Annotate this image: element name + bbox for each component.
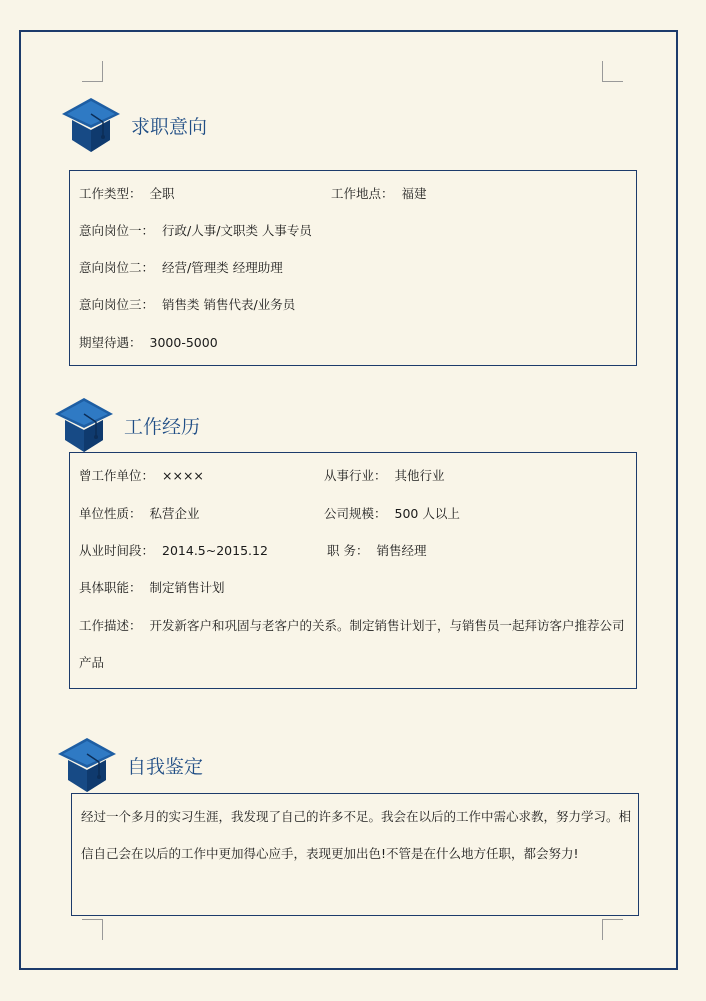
duty-value: 销售经理 (376, 543, 427, 558)
duty-label: 职 务： (327, 543, 369, 558)
crop-mark-top-right (602, 61, 623, 82)
job-type-label: 工作类型： (79, 186, 142, 201)
position1-row (79, 225, 312, 238)
location-label: 工作地点： (331, 186, 394, 201)
industry-value: 其他行业 (394, 468, 445, 483)
position2-value: 经营/管理类 经理助理 (162, 260, 283, 275)
job-type-row (79, 188, 175, 201)
scale-row (324, 508, 460, 521)
industry-label: 从事行业： (324, 468, 387, 483)
position3-value: 销售类 销售代表/业务员 (162, 297, 296, 312)
section-title-self: 自我鉴定 (127, 755, 204, 778)
company-value: ×××× (162, 468, 204, 483)
section-title-intent: 求职意向 (131, 115, 208, 138)
job-type-value: 全职 (149, 186, 175, 201)
position3-label: 意向岗位三： (79, 297, 155, 312)
position3-row (79, 299, 295, 312)
company-row (79, 470, 204, 483)
function-row (79, 582, 225, 595)
position2-label: 意向岗位二： (79, 260, 155, 275)
position1-label: 意向岗位一： (79, 223, 155, 238)
desc-paragraph (79, 607, 630, 681)
scale-value: 500 人以上 (394, 506, 460, 521)
period-label: 从业时间段： (79, 543, 155, 558)
graduation-cap-icon (61, 96, 121, 154)
salary-row (79, 337, 218, 350)
section-title-experience: 工作经历 (124, 415, 201, 438)
salary-value: 3000-5000 (149, 335, 218, 350)
self-box (71, 793, 639, 916)
crop-mark-top-left (82, 61, 103, 82)
desc-value: 开发新客户和巩固与老客户的关系。制定销售计划于，与销售员一起拜访客户推荐公司产品 (79, 618, 625, 670)
desc-label: 工作描述： (79, 618, 142, 633)
position2-row (79, 262, 283, 275)
self-evaluation-text: 经过一个多月的实习生涯，我发现了自己的许多不足。我会在以后的工作中需心求教，努力学习。相信自己会在以后的工作中更加得心应手，表现更加出色!不管是在什么地方任职，都会努力! (81, 809, 632, 861)
section-header-experience (54, 396, 200, 454)
position1-value: 行政/人事/文职类 人事专员 (162, 223, 312, 238)
function-value: 制定销售计划 (149, 580, 225, 595)
nature-label: 单位性质： (79, 506, 142, 521)
duty-row (327, 545, 427, 558)
section-header-self (57, 736, 203, 794)
industry-row (324, 470, 445, 483)
location-row (331, 188, 427, 201)
period-value: 2014.5~2015.12 (162, 543, 268, 558)
intent-box (69, 170, 637, 366)
nature-row (79, 508, 200, 521)
scale-label: 公司规模： (324, 506, 387, 521)
graduation-cap-icon (54, 396, 114, 454)
crop-mark-bottom-right (602, 919, 623, 940)
crop-mark-bottom-left (82, 919, 103, 940)
function-label: 具体职能： (79, 580, 142, 595)
company-label: 曾工作单位： (79, 468, 155, 483)
location-value: 福建 (401, 186, 427, 201)
nature-value: 私营企业 (149, 506, 200, 521)
graduation-cap-icon (57, 736, 117, 794)
experience-box (69, 452, 637, 689)
section-header-intent (61, 96, 207, 154)
period-row (79, 545, 268, 558)
salary-label: 期望待遇： (79, 335, 142, 350)
